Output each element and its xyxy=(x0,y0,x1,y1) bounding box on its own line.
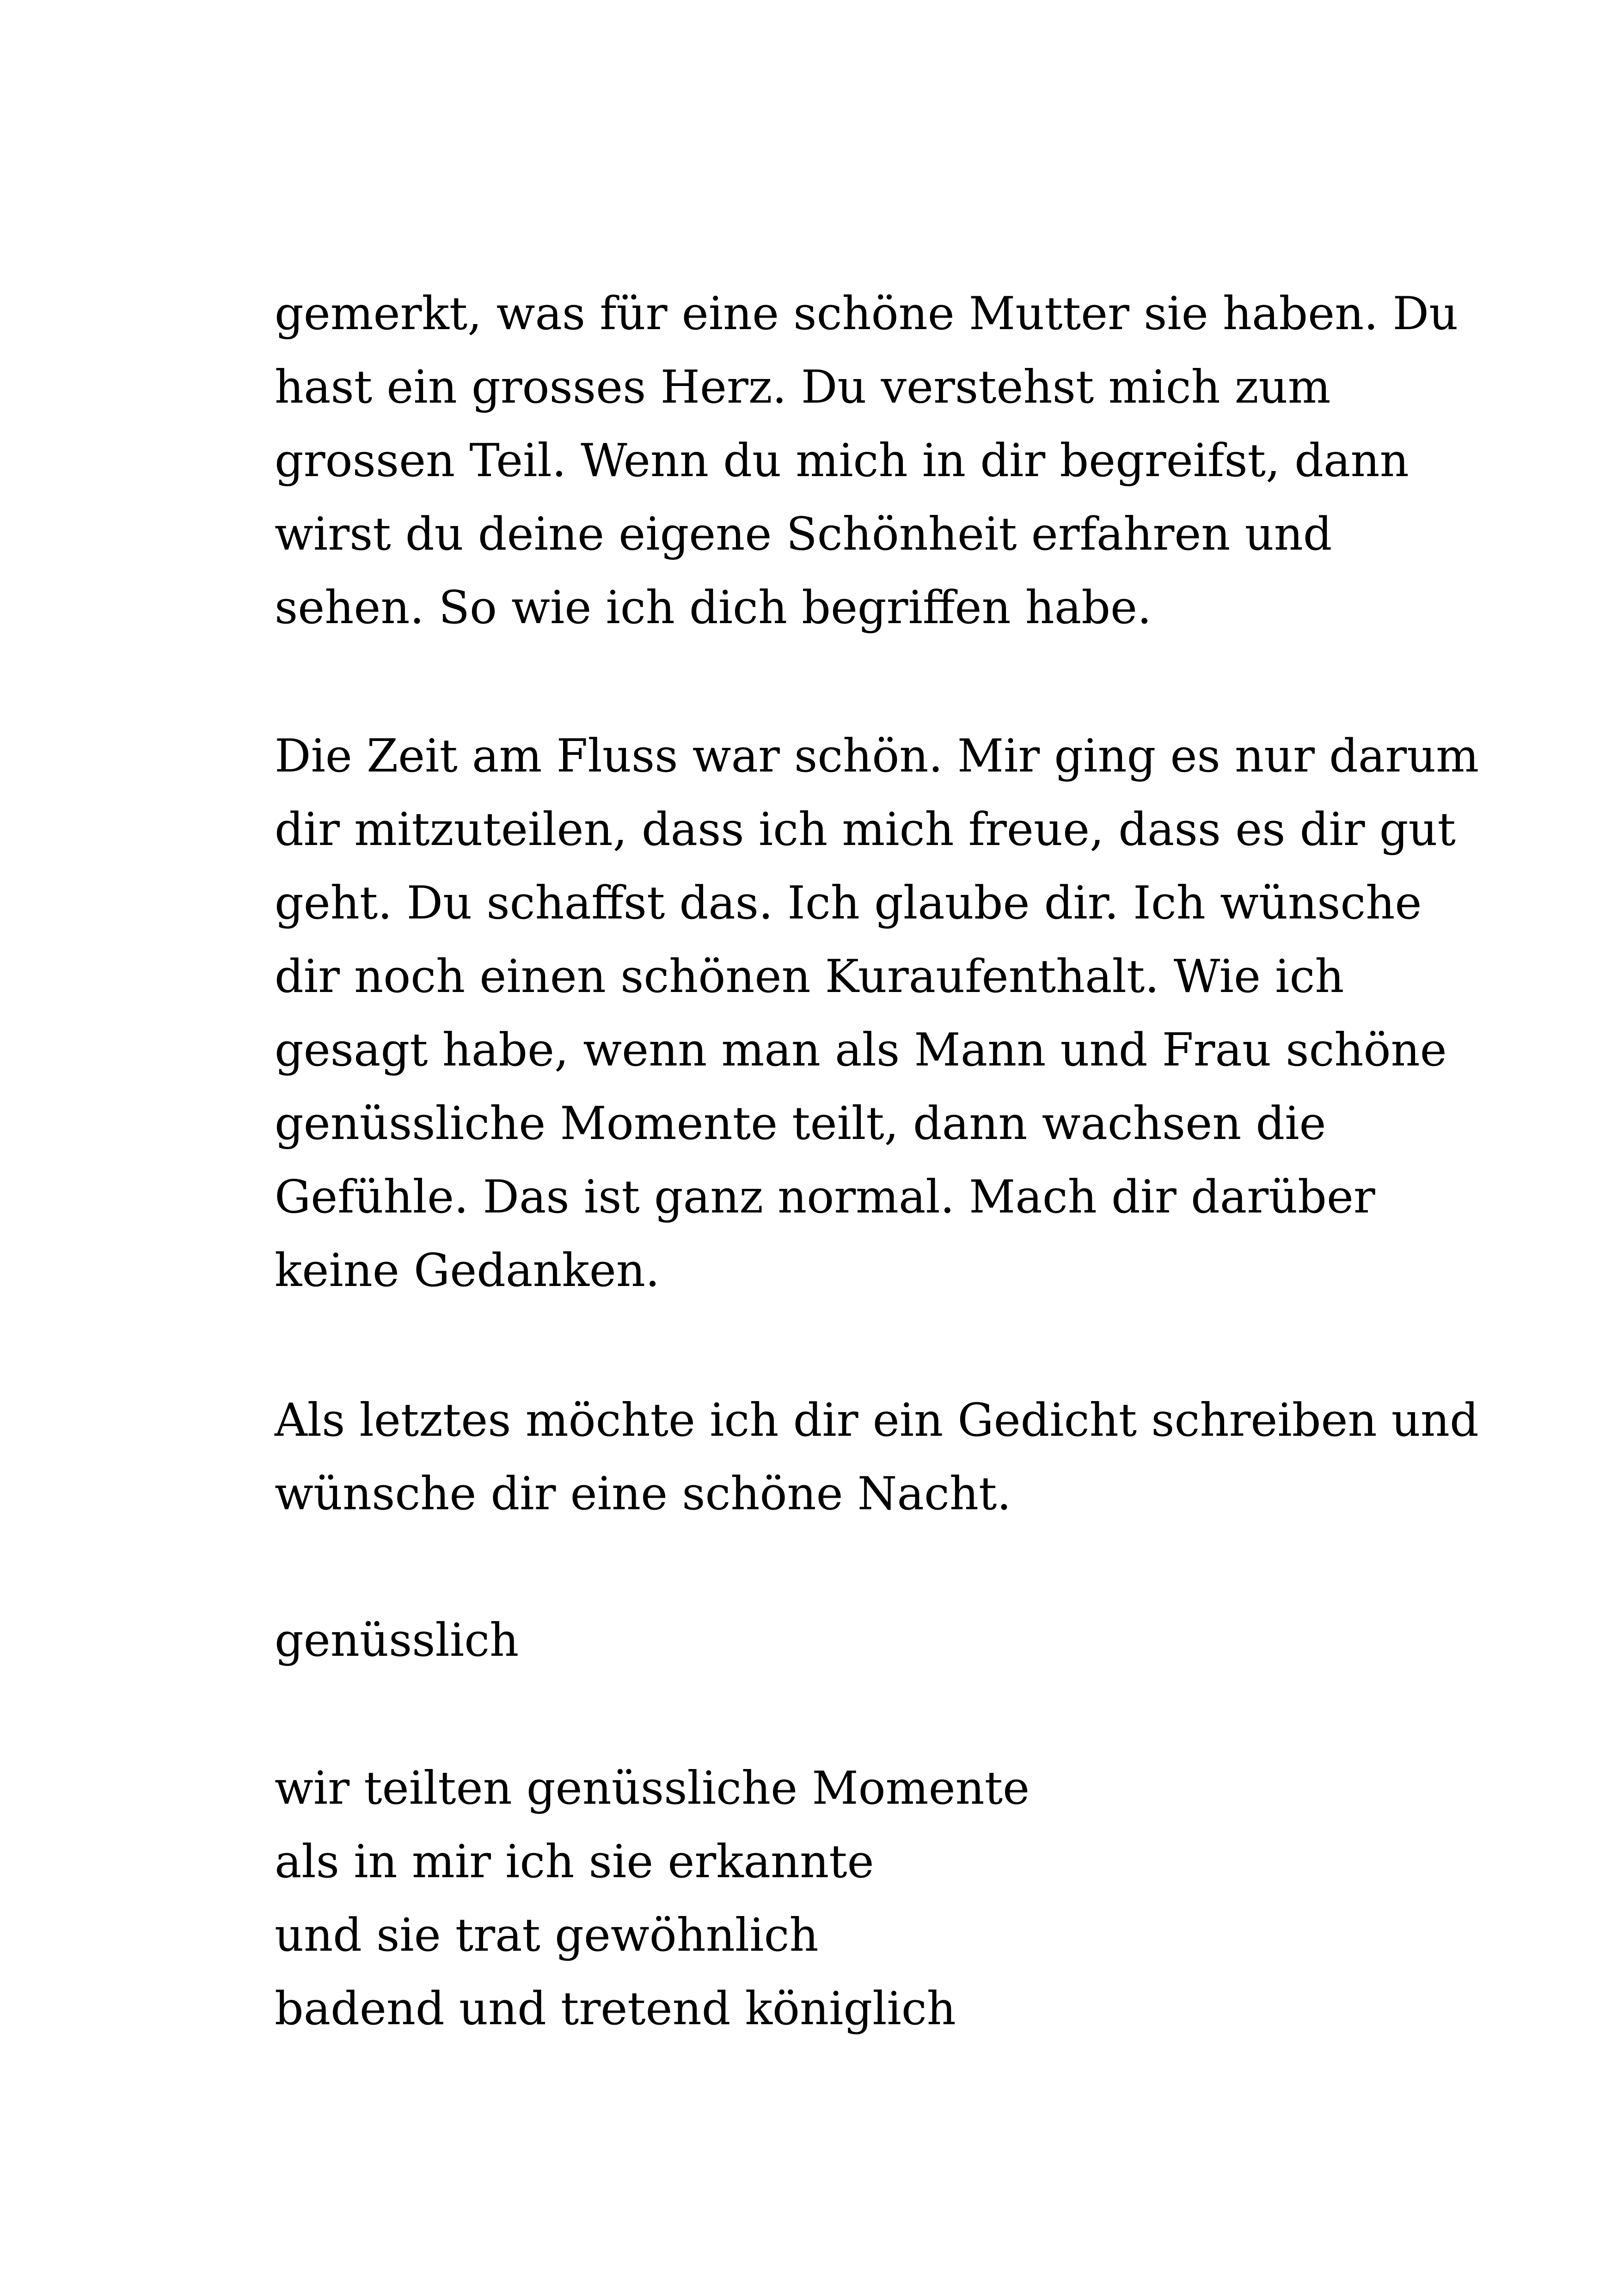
text-line: gemerkt, was für eine schöne Mutter sie haben. Du xyxy=(275,288,1459,340)
text-line: wirst du deine eigene Schönheit erfahren und xyxy=(275,508,1332,561)
poem-line: als in mir ich sie erkannte xyxy=(275,1836,874,1888)
text-line: genüssliche Momente teilt, dann wachsen die xyxy=(275,1097,1326,1150)
paragraph-3 xyxy=(275,1384,1479,1531)
text-line: wünsche dir eine schöne Nacht. xyxy=(275,1468,1011,1520)
paragraph-1 xyxy=(275,277,1459,645)
paragraph-2 xyxy=(275,720,1479,1308)
poem-line: badend und tretend königlich xyxy=(275,1983,956,2035)
text-line: Gefühle. Das ist ganz normal. Mach dir darüber xyxy=(275,1171,1375,1224)
text-line: sehen. So wie ich dich begriffen habe. xyxy=(275,582,1152,634)
poem xyxy=(275,1752,1384,2046)
text-line: keine Gedanken. xyxy=(275,1244,660,1297)
text-line: geht. Du schaffst das. Ich glaube dir. Ich wünsche xyxy=(275,877,1422,930)
text-line: hast ein grosses Herz. Du verstehst mich zum xyxy=(275,361,1331,414)
text-line: grossen Teil. Wenn du mich in dir begreifst, dann xyxy=(275,435,1409,487)
text-line: Die Zeit am Fluss war schön. Mir ging es nur darum xyxy=(275,730,1479,783)
poem-title-text: genüsslich xyxy=(275,1614,519,1667)
text-line: Als letztes möchte ich dir ein Gedicht schreiben und xyxy=(275,1394,1479,1447)
text-line: gesagt habe, wenn man als Mann und Frau schöne xyxy=(275,1024,1447,1077)
poem-line: wir teilten genüssliche Momente xyxy=(275,1762,1030,1815)
poem-title xyxy=(275,1604,1384,1678)
text-line: dir noch einen schönen Kuraufenthalt. Wie ich xyxy=(275,950,1344,1003)
text-line: dir mitzuteilen, dass ich mich freue, dass es dir gut xyxy=(275,803,1456,856)
poem-line: und sie trat gewöhnlich xyxy=(275,1909,819,1962)
